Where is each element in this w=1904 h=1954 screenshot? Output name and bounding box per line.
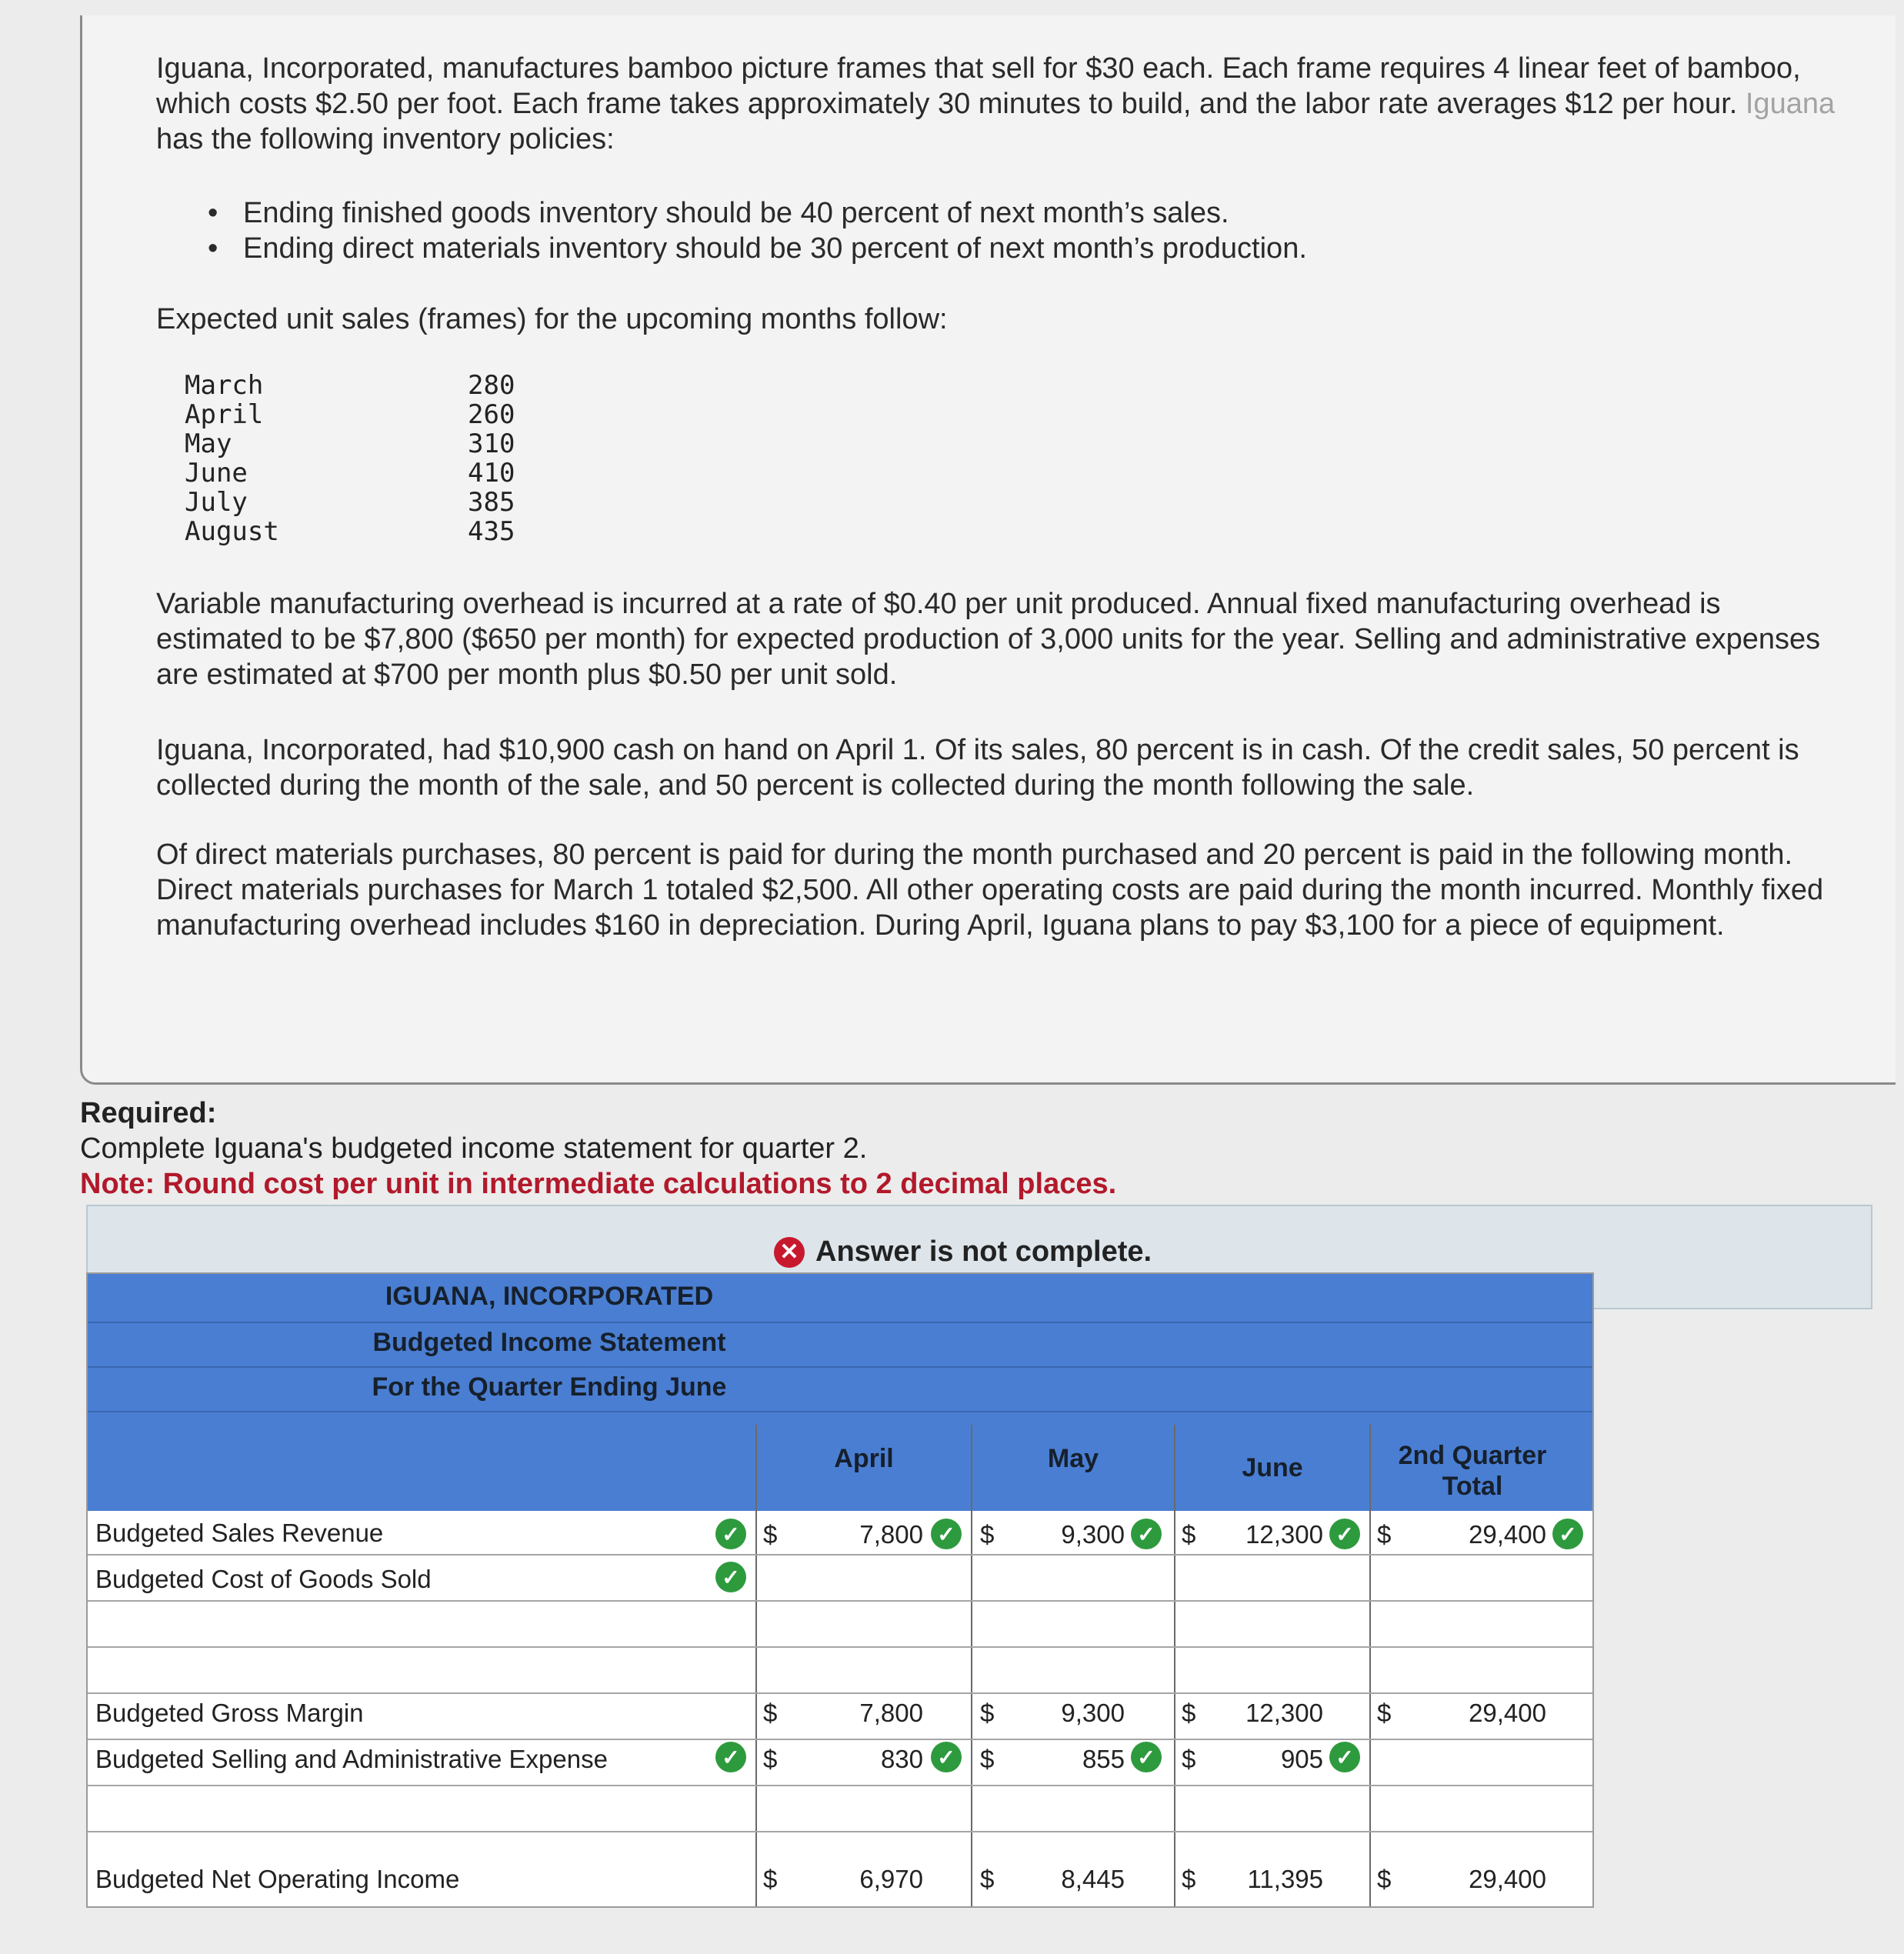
units-value: 310: [468, 428, 515, 459]
check-icon: ✓: [931, 1519, 962, 1549]
units-value: 385: [468, 487, 515, 518]
currency-symbol: $: [1182, 1699, 1196, 1727]
month-label: July: [185, 487, 248, 518]
policy-item: • Ending finished goods inventory should be 40 percent of next month’s sales.: [208, 195, 1307, 231]
currency-symbol: $: [763, 1520, 778, 1549]
answer-status: [774, 1235, 1152, 1269]
answer-status-text: Answer is not complete.: [815, 1235, 1152, 1268]
intro-faded-text: Iguana: [1745, 88, 1836, 120]
sales-row: [185, 429, 515, 458]
column-divider: [971, 1425, 972, 1908]
sales-revenue-may[interactable]: 9,300: [1061, 1520, 1125, 1549]
header-divider: [88, 1366, 1592, 1368]
gross-margin-june[interactable]: 12,300: [1245, 1699, 1323, 1727]
sales-row: [185, 517, 515, 546]
currency-symbol: $: [763, 1865, 778, 1893]
sales-revenue-april[interactable]: 7,800: [859, 1520, 923, 1549]
column-divider: [1369, 1425, 1371, 1908]
sales-row: [185, 488, 515, 517]
month-label: March: [185, 370, 264, 401]
sales-row: [185, 371, 515, 400]
purchases-paragraph: Of direct materials purchases, 80 percent is paid for during the month purchased and 20 percent is paid in the following month. Direct materials purchases for March 1 totaled $2,500. All other operating costs are paid during the month incurred. Monthly fixed manufacturing overhead includes $160 in depreciation. During April, Iguana plans to pay $3,100 for a piece of equipment.: [156, 839, 1824, 942]
column-header-june: June: [1242, 1453, 1303, 1482]
units-value: 410: [468, 458, 515, 488]
row-divider: [88, 1831, 1592, 1832]
net-income-quarter[interactable]: 29,400: [1469, 1865, 1546, 1893]
month-label: April: [185, 399, 264, 430]
header-divider: [88, 1411, 1592, 1412]
check-icon: ✓: [1329, 1519, 1360, 1549]
currency-symbol: $: [1377, 1699, 1392, 1727]
expected-sales-table: [185, 371, 515, 546]
selling-admin-june[interactable]: 905: [1280, 1745, 1323, 1773]
row-label-sales-revenue: Budgeted Sales Revenue: [95, 1519, 384, 1547]
column-header-may: May: [1047, 1444, 1099, 1473]
overhead-paragraph: Variable manufacturing overhead is incurred at a rate of $0.40 per unit produced. Annual fixed manufacturing overhead is estimated to be $7,800 ($650 per month) for expected production of 3,000 units for the year. Selling and administrative expenses are estimated at $700 per month plus $0.50 per unit sold.: [156, 588, 1821, 691]
row-divider: [88, 1785, 1592, 1786]
gross-margin-quarter[interactable]: 29,400: [1469, 1699, 1546, 1727]
intro-paragraph: Iguana, Incorporated, manufactures bamboo picture frames that sell for $30 each. Each frame requires 4 linear feet of bamboo, which costs $2.50 per foot. Each frame takes approximately 30 minutes to build, and the labor rate averages $12 per hour. Iguana has the following inventory policies:: [156, 52, 1836, 155]
month-label: August: [185, 516, 279, 547]
x-circle-icon: ✕: [774, 1237, 805, 1268]
check-icon: ✓: [1552, 1519, 1583, 1549]
header-divider: [88, 1322, 1592, 1323]
column-header-quarter-total: 2nd Quarter Total: [1398, 1441, 1547, 1501]
units-value: 260: [468, 399, 515, 430]
statement-title: Budgeted Income Statement: [372, 1328, 726, 1357]
required-section: [80, 1095, 1234, 1202]
policy-item: • Ending direct materials inventory should be 30 percent of next month’s production.: [208, 231, 1307, 266]
row-divider: [88, 1554, 1592, 1556]
currency-symbol: $: [980, 1745, 995, 1773]
row-divider: [88, 1600, 1592, 1602]
income-statement-table: [86, 1272, 1594, 1908]
currency-symbol: $: [1377, 1865, 1392, 1893]
check-icon: ✓: [715, 1742, 746, 1772]
sales-row: [185, 458, 515, 488]
gross-margin-may[interactable]: 9,300: [1061, 1699, 1125, 1727]
row-label-cogs: Budgeted Cost of Goods Sold: [95, 1565, 432, 1593]
month-label: June: [185, 458, 248, 488]
check-icon: ✓: [1131, 1519, 1162, 1549]
currency-symbol: $: [1182, 1865, 1196, 1893]
check-icon: ✓: [715, 1519, 746, 1549]
required-note: Note: Round cost per unit in intermediate calculations to 2 decimal places.: [80, 1168, 1117, 1200]
required-task: Complete Iguana's budgeted income statement for quarter 2.: [80, 1132, 868, 1165]
row-divider: [88, 1692, 1592, 1694]
inventory-policies: [208, 195, 1307, 266]
currency-symbol: $: [763, 1699, 778, 1727]
sales-revenue-quarter[interactable]: 29,400: [1469, 1520, 1546, 1549]
sales-row: [185, 400, 515, 429]
sales-revenue-june[interactable]: 12,300: [1245, 1520, 1323, 1549]
net-income-april[interactable]: 6,970: [859, 1865, 923, 1893]
expected-sales-intro: Expected unit sales (frames) for the upcoming months follow:: [156, 303, 948, 335]
currency-symbol: $: [763, 1745, 778, 1773]
net-income-may[interactable]: 8,445: [1061, 1865, 1125, 1893]
selling-admin-april[interactable]: 830: [880, 1745, 923, 1773]
column-header-april: April: [834, 1444, 894, 1473]
net-income-june[interactable]: 11,395: [1247, 1865, 1323, 1893]
check-icon: ✓: [1131, 1742, 1162, 1772]
gross-margin-april[interactable]: 7,800: [859, 1699, 923, 1727]
column-divider: [1174, 1425, 1175, 1908]
row-divider: [88, 1646, 1592, 1648]
check-icon: ✓: [1329, 1742, 1360, 1772]
statement-period: For the Quarter Ending June: [372, 1372, 727, 1402]
units-value: 435: [468, 516, 515, 547]
company-name: IGUANA, INCORPORATED: [385, 1282, 714, 1311]
month-label: May: [185, 428, 232, 459]
currency-symbol: $: [1182, 1745, 1196, 1773]
row-label-gross-margin: Budgeted Gross Margin: [95, 1699, 364, 1727]
cash-paragraph: Iguana, Incorporated, had $10,900 cash on hand on April 1. Of its sales, 80 percent is in cash. Of the credit sales, 50 percent is collected during the month of the sale, and 50 percent is collected during the month following the sale.: [156, 734, 1799, 802]
currency-symbol: $: [1182, 1520, 1196, 1549]
row-label-net-income: Budgeted Net Operating Income: [95, 1865, 460, 1893]
units-value: 280: [468, 370, 515, 401]
selling-admin-may[interactable]: 855: [1082, 1745, 1125, 1773]
currency-symbol: $: [1377, 1520, 1392, 1549]
currency-symbol: $: [980, 1520, 995, 1549]
check-icon: ✓: [931, 1742, 962, 1772]
row-divider: [88, 1739, 1592, 1740]
currency-symbol: $: [980, 1865, 995, 1893]
required-title: Required:: [80, 1097, 217, 1129]
column-divider: [755, 1425, 757, 1908]
check-icon: ✓: [715, 1562, 746, 1592]
row-label-selling-admin: Budgeted Selling and Administrative Expense: [95, 1745, 608, 1773]
currency-symbol: $: [980, 1699, 995, 1727]
